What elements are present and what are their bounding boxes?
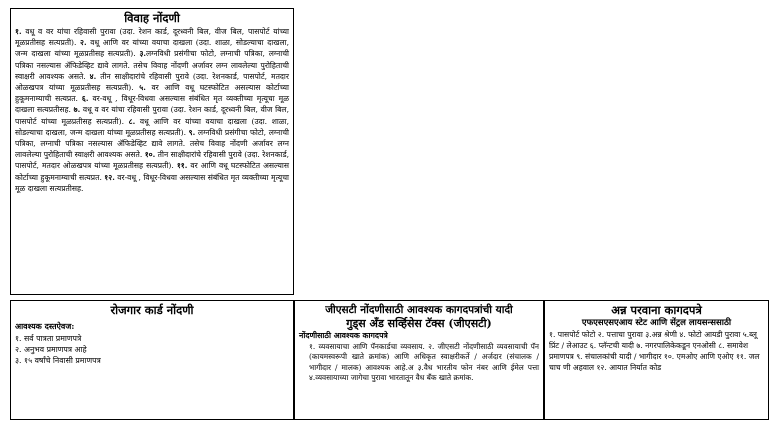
item-text: लग्नविधी प्रसंगीचा फोटो, लग्नाची पत्रिका, लग्नाची पत्रिका नसल्यास ॲफिडेव्हिट द्यावे लागते. तसेच विवाह नोंदणी अर्जावर लग्न लावलेल्या पुरोहिताची स्वाक्षरी आवश्यक असते. — [15, 127, 290, 160]
item-text: तीन साक्षीदारांचे रहिवासी पुरावे (उदा. रेशनकार्ड, पासपोर्ट, मतदार ओळखपत्र यांच्या मूळप्रतीसह सत्यप्रती). — [15, 150, 289, 171]
item-text: तीन साक्षीदारांचे रहिवासी पुरावे (उदा. रेशनकार्ड, पासपोर्ट, मतदार ओळखपत्र यांच्या मूळप्रतीसह सत्यप्रती). — [15, 71, 289, 93]
item-number: १२. — [104, 172, 115, 182]
item-text: लग्नविधी प्रसंगीचा फोटो, लग्नाची पत्रिका, लग्नाची पत्रिका नसल्यास ॲफिडेव्हिट द्यावे लागते. तसेच विवाह नोंदणी अर्जावर लग्न लावलेल्या पुरोहिताची स्वाक्षरी आवश्यक असते. — [15, 49, 289, 81]
list-item: २. अनुभव प्रमाणपत्र आहे — [15, 345, 87, 354]
anna-parvana-subtitle: एफएसएसएआय स्टेट आणि सेंट्रल लायसन्ससाठी — [581, 318, 732, 328]
rojgar-documents-list — [15, 333, 289, 366]
anna-parvana-title: अन्न परवाना कागदपत्रे — [611, 303, 702, 317]
item-text: वर-वधू , विधूर-विधवा असल्यास संबंधित मृत व्यक्तीच्या मृत्यूचा मूळ दाखला सत्यप्रतीसह. — [15, 94, 289, 115]
item-number: ८. — [128, 116, 136, 126]
item-text: वधू आणि वर यांच्या वयाचा दाखला (उदा. शाळा, सोडल्याचा दाखला, जन्म दाखला यांच्या मूळप्रतीसह सत्यप्रती). — [15, 38, 289, 59]
vivah-nondani-body — [15, 26, 289, 194]
item-text: वधू आणि वर यांच्या वयाचा दाखला (उदा. शाळा, सोडल्याचा दाखला, जन्म दाखला यांच्या मूळप्रतीसह सत्यप्रती). — [15, 116, 289, 137]
gst-documents-body: १. व्यवसायाचा आणि पॅनकार्डचा व्यवसाय. २. जीएसटी नोंदणीसाठी व्यवसायाची पॅन (कायमस्वरूपी खाते क्रमांक) आणि अधिकृत स्वाक्षरीकर्ते / अर्जदार (संचालक / भागीदार / मालक) आवश्यक आहे.अ ३.वैध भारतीय फोन नंबर आणि ईमेल पत्ता ४.व्यवसायाच्या जागेचा पुरावा भारतातून वैध बँक खाते क्रमांक. — [309, 341, 539, 382]
item-number: २. — [80, 38, 87, 48]
item-text: वधू व वर यांचा रहिवासी पुरावा (उदा. रेशन कार्ड, दूरध्वनी बिल, वीज बिल, पासपोर्ट यांच्या मूळप्रतीसह सत्यप्रती). — [15, 105, 289, 126]
gst-registration-section — [294, 300, 544, 420]
item-text: वर-वधू , विधूर-विधवा असल्यास संबंधित मृत व्यक्तीच्या मृत्यूचा मूळ दाखला सत्यप्रतीसह. — [15, 172, 289, 193]
vivah-nondani-title: विवाह नोंदणी — [124, 11, 180, 25]
rojgar-card-section — [10, 300, 294, 420]
item-number: ६. — [81, 94, 89, 104]
gst-title: जीएसटी नोंदणीसाठी आवश्यक कागदपत्रांची यादी — [325, 304, 513, 316]
item-text: वर आणि वधू घटस्फोटित असल्यास कोर्टाच्या हुकूमनाम्याची सत्यप्रत. — [15, 83, 289, 104]
anna-parvana-section — [544, 300, 769, 420]
rojgar-documents-heading: आवश्यक दस्तऐवज: — [15, 321, 75, 331]
list-item: १. सर्व पात्रता प्रमाणपत्रे — [15, 334, 82, 343]
anna-parvana-body: १. पासपोर्ट फोटो २. पत्ताचा पुरावा ३.अन्न श्रेणी ४. फोटो आयडी पुरावा ५.ब्लू प्रिंट / लेआउट ६. प्लॅन्टची यादी ७. नगरपालिकेकडून एनओसी ८. समावेश प्रमाणपत्र ९. संचालकांची यादी / भागीदार १०. एमओए आणि एओए ११. जल चाच णी अहवाल १२. आयात निर्यात कोड — [549, 330, 760, 372]
item-text: वर आणि वधू घटस्फोटित असल्यास कोर्टाच्या हुकूमनाम्याची सत्यप्रत. — [15, 161, 289, 182]
item-number: ९. — [188, 127, 196, 137]
vivah-nondani-section — [10, 8, 294, 295]
list-item: ३. १५ वर्षांचे निवासी प्रमाणपत्र — [15, 356, 101, 365]
item-number: ५. — [139, 83, 146, 93]
item-text: वधू व वर यांचा रहिवासी पुरावा (उदा. रेशन कार्ड, दूरध्वनी बिल, वीज बिल, पासपोर्ट यांच्या मूळप्रतीसह सत्यप्रती). — [15, 27, 289, 48]
item-number: १०. — [144, 150, 156, 160]
gst-subtitle: गुड्स अँड सर्व्हिसेस टॅक्स (जीएसटी) — [346, 317, 492, 330]
item-number: १. — [15, 27, 22, 36]
gst-documents-heading: नोंदणीसाठी आवश्यक कागदपत्रे — [299, 331, 388, 340]
item-number: ७. — [73, 105, 81, 115]
item-number: ११. — [176, 161, 188, 171]
item-number: ४. — [89, 71, 97, 81]
rojgar-card-title: रोजगार कार्ड नोंदणी — [110, 303, 194, 317]
item-number: ३. — [139, 49, 147, 59]
